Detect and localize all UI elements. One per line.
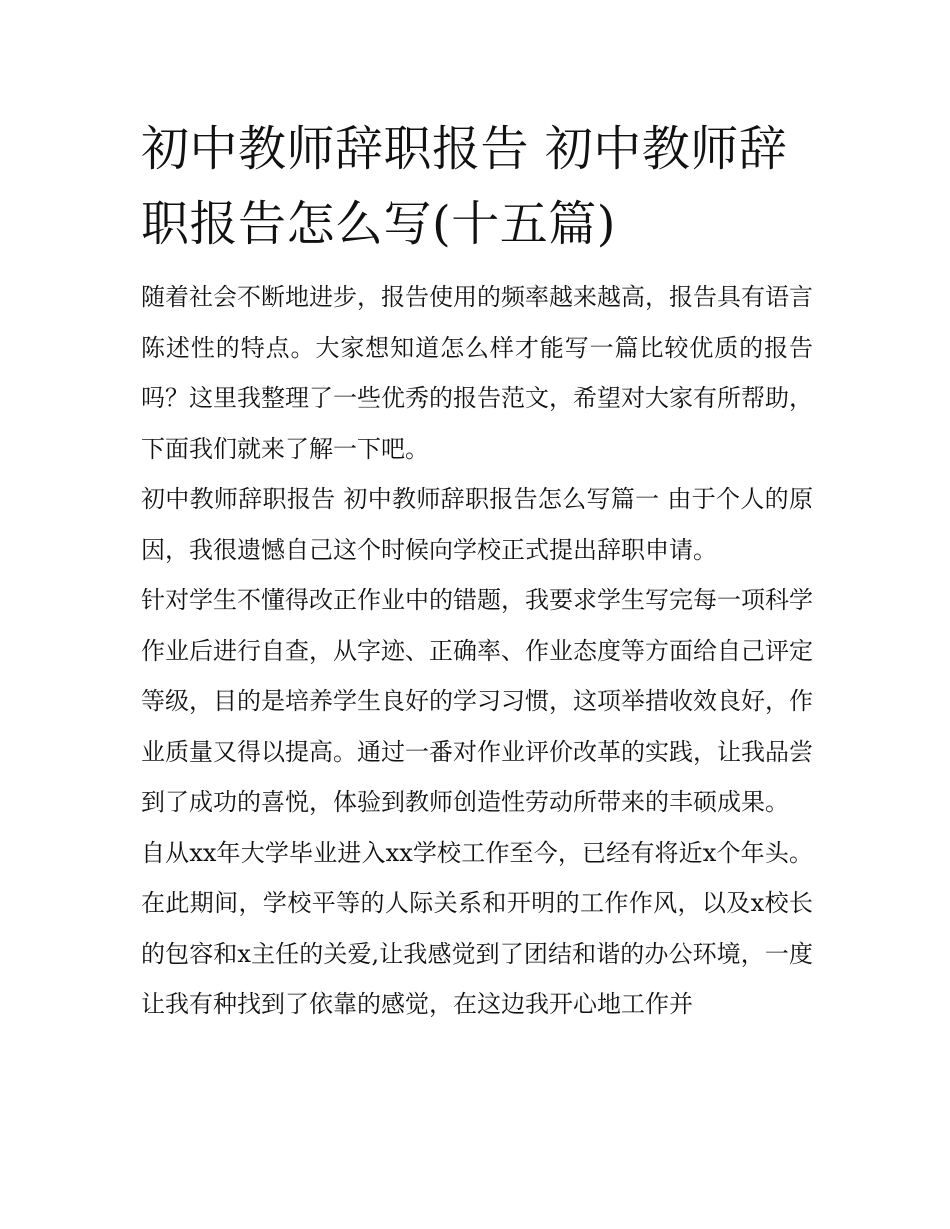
document-title: 初中教师辞职报告 初中教师辞职报告怎么写(十五篇) bbox=[141, 121, 788, 252]
paragraph-section-one: 初中教师辞职报告 初中教师辞职报告怎么写篇一 由于个人的原因，我很遗憾自己这个时候向学校正式提出辞职申请。 bbox=[141, 485, 813, 564]
paragraph-homework: 针对学生不懂得改正作业中的错题，我要求学生写完每一项科学作业后进行自查，从字迹、正确率、作业态度等方面给自己评定等级，目的是培养学生良好的学习习惯，这项举措收效良好，作业质量又得以提高。通过一番对作业评价改革的实践，让我品尝到了成功的喜悦，体验到教师创造性劳动所带来的丰硕成果。 bbox=[141, 586, 813, 816]
paragraph-intro: 随着社会不断地进步，报告使用的频率越来越高，报告具有语言陈述性的特点。大家想知道怎么样才能写一篇比较优质的报告吗？这里我整理了一些优秀的报告范文，希望对大家有所帮助，下面我们就来了解一下吧。 bbox=[141, 283, 813, 463]
document-page bbox=[141, 112, 813, 1030]
paragraph-work-history: 自从xx年大学毕业进入xx学校工作至今，已经有将近x个年头。在此期间，学校平等的人际关系和开明的工作作风，以及x校长的包容和x主任的关爱,让我感觉到了团结和谐的办公环境，一度让我有种找到了依靠的感觉，在这边我开心地工作并 bbox=[141, 838, 813, 1018]
